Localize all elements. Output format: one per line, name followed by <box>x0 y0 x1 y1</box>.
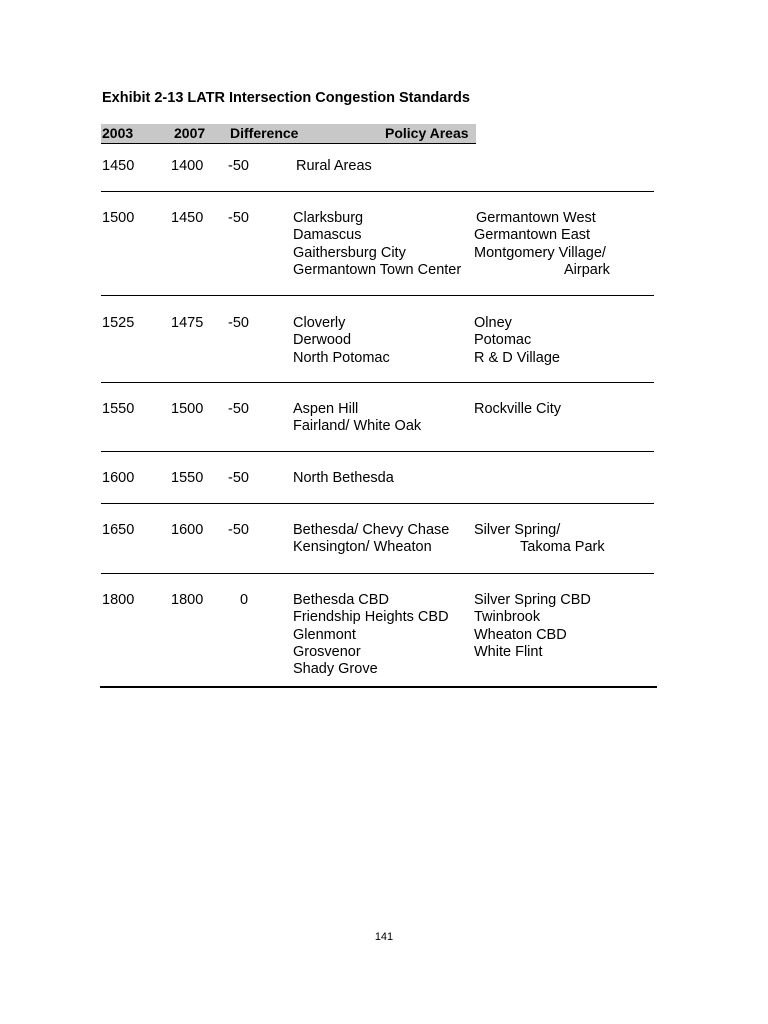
standard-2003: 1525 <box>102 315 135 331</box>
standard-2007: 1450 <box>171 210 204 226</box>
policy-area: Potomac <box>474 332 532 349</box>
policy-areas-left <box>296 158 372 175</box>
policy-area: Gaithersburg City <box>293 244 406 261</box>
policy-areas-right <box>474 401 561 418</box>
table-bottom-rule <box>100 686 657 688</box>
policy-area: Friendship Heights CBD <box>293 609 449 626</box>
policy-area: Fairland/ White Oak <box>293 418 422 435</box>
policy-area: Damascus <box>293 227 362 244</box>
standard-2007: 1500 <box>171 401 204 417</box>
row-separator <box>101 503 654 504</box>
policy-area: Rural Areas <box>296 158 372 174</box>
table-header <box>101 124 476 144</box>
standard-2007: 1400 <box>171 158 204 174</box>
header-difference: Difference <box>230 125 299 141</box>
row-separator <box>101 295 654 296</box>
standard-2003: 1800 <box>102 592 135 608</box>
policy-areas-left <box>293 401 421 436</box>
policy-area: Airpark <box>564 261 610 278</box>
policy-areas-right <box>474 210 610 279</box>
exhibit-title: Exhibit 2-13 LATR Intersection Congestion Standards <box>102 90 470 106</box>
difference-value: 0 <box>240 592 249 608</box>
policy-areas-left <box>293 522 449 557</box>
standard-2003: 1550 <box>102 401 135 417</box>
standard-2003: 1600 <box>102 470 135 486</box>
policy-area: Glenmont <box>293 626 356 643</box>
row-separator <box>101 451 654 452</box>
header-2003: 2003 <box>102 125 134 141</box>
difference-value: -50 <box>228 401 249 417</box>
policy-area: Olney <box>474 315 512 331</box>
difference-value: -50 <box>228 315 249 331</box>
standard-2007: 1475 <box>171 315 204 331</box>
difference-value: -50 <box>228 158 249 174</box>
policy-area: Silver Spring CBD <box>474 592 591 608</box>
header-2007: 2007 <box>174 125 206 141</box>
policy-areas-left <box>293 470 394 487</box>
policy-area: R & D Village <box>474 349 560 366</box>
policy-area: North Potomac <box>293 349 390 366</box>
policy-area: White Flint <box>474 643 543 660</box>
policy-area: Shady Grove <box>293 661 378 678</box>
policy-area: Rockville City <box>474 401 562 417</box>
policy-area: Bethesda CBD <box>293 592 389 608</box>
policy-area: Aspen Hill <box>293 401 359 417</box>
policy-area: Wheaton CBD <box>474 626 567 643</box>
header-policy-areas: Policy Areas <box>385 125 469 141</box>
policy-area: Grosvenor <box>293 643 361 660</box>
policy-areas-right <box>474 592 591 661</box>
policy-area: Bethesda/ Chevy Chase <box>293 522 450 538</box>
policy-area: Germantown East <box>474 227 591 244</box>
policy-area: Clarksburg <box>293 210 364 226</box>
difference-value: -50 <box>228 470 249 486</box>
policy-areas-left <box>293 210 461 279</box>
policy-area: Takoma Park <box>520 539 605 556</box>
policy-area: Germantown West <box>476 210 596 226</box>
standard-2007: 1800 <box>171 592 204 608</box>
policy-areas-right <box>474 522 605 557</box>
difference-value: -50 <box>228 522 249 538</box>
policy-areas-left <box>293 592 449 678</box>
policy-area: North Bethesda <box>293 470 394 486</box>
row-separator <box>101 382 654 383</box>
policy-areas-right <box>474 315 560 367</box>
row-separator <box>101 191 654 192</box>
standard-2007: 1550 <box>171 470 204 486</box>
policy-area: Cloverly <box>293 315 346 331</box>
policy-area: Derwood <box>293 332 352 349</box>
standard-2003: 1500 <box>102 210 135 226</box>
policy-area: Silver Spring/ <box>474 522 561 538</box>
standard-2003: 1650 <box>102 522 135 538</box>
standard-2003: 1450 <box>102 158 135 174</box>
page-number: 141 <box>374 931 394 943</box>
policy-area: Kensington/ Wheaton <box>293 539 432 556</box>
standard-2007: 1600 <box>171 522 204 538</box>
policy-area: Germantown Town Center <box>293 261 462 278</box>
difference-value: -50 <box>228 210 249 226</box>
row-separator <box>101 573 654 574</box>
policy-area: Twinbrook <box>474 609 541 626</box>
policy-area: Montgomery Village/ <box>474 244 606 261</box>
policy-areas-left <box>293 315 390 367</box>
